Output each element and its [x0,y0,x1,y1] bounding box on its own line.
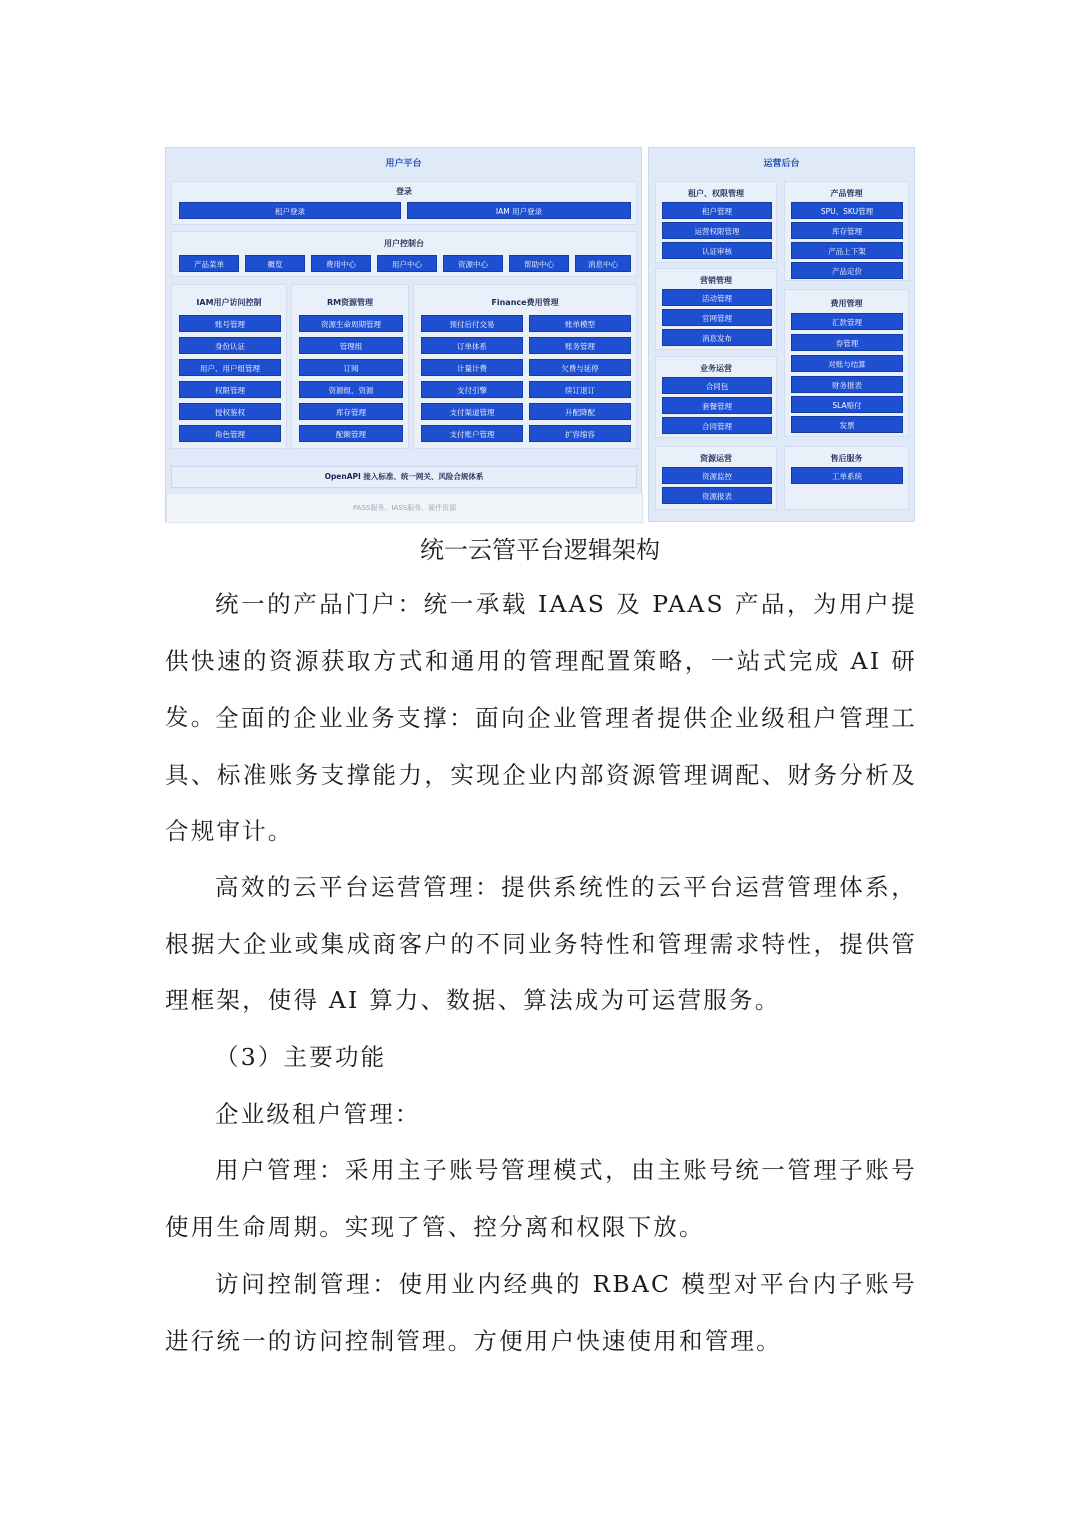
ops-backend-panel [648,147,915,522]
console-chip: 费用中心 [311,255,371,272]
finance-box [413,284,637,449]
finance-chip: 预付后付交易 [421,315,523,332]
product-chip: 库存管理 [791,222,903,239]
paas-bar: PASS服务、IASS服务、硬件资源 [166,493,643,523]
iam-chip: 身份认证 [179,337,281,354]
paragraph: 用户管理：采用主子账号管理模式，由主账号统一管理子账号使用生命周期。实现了管、控分离和权限下放。 [165,1156,917,1241]
fee-chip: 发票 [791,416,903,433]
business-chip: 合同管理 [662,417,772,434]
iam-chip: 账号管理 [179,315,281,332]
business-ops-box [655,356,777,438]
marketing-chip: 活动管理 [662,289,772,306]
tenant-login-chip: 租户登录 [179,202,401,219]
console-chip: 产品菜单 [179,255,239,272]
paragraph: 统一的产品门户：统一承载 IAAS 及 PAAS 产品，为用户提供快速的资源获取方式和通用的管理配置策略，一站式完成 AI 研发。 [165,590,917,731]
marketing-title: 营销管理 [700,276,732,285]
aftersale-chip: 工单系统 [791,467,903,484]
tenant-chip: 租户管理 [662,202,772,219]
tenant-mgmt-title: 租户、权限管理 [688,189,744,198]
finance-chip: 账务管理 [529,337,631,354]
iam-chip: 角色管理 [179,425,281,442]
rm-chip: 资源组、资源 [299,381,403,398]
finance-chip: 升配降配 [529,403,631,420]
console-box [171,231,637,277]
fee-chip: 券管理 [791,334,903,351]
marketing-box [655,268,777,350]
paragraph: 访问控制管理：使用业内经典的 RBAC 模型对平台内子账号进行统一的访问控制管理。方便用户快速使用和管理。 [165,1270,917,1355]
finance-chip: 账单模型 [529,315,631,332]
console-chip: 用户中心 [377,255,437,272]
rm-chip: 配额管理 [299,425,403,442]
iam-title: IAM用户访问控制 [196,298,262,307]
finance-chip: 扩容缩容 [529,425,631,442]
console-chip: 概览 [245,255,305,272]
marketing-chip: 消息发布 [662,329,772,346]
iam-chip: 权限管理 [179,381,281,398]
rm-chip: 资源生命周期管理 [299,315,403,332]
console-chip: 资源中心 [443,255,503,272]
tenant-chip: 运营权限管理 [662,222,772,239]
rm-chip: 订阅 [299,359,403,376]
marketing-chip: 官网管理 [662,309,772,326]
login-box [171,181,637,225]
rm-title: RM资源管理 [326,298,374,307]
finance-chip: 订单体系 [421,337,523,354]
iam-chip: 授权鉴权 [179,403,281,420]
product-chip: 产品上下架 [791,242,903,259]
product-mgmt-box [784,181,909,281]
architecture-diagram [165,147,915,522]
console-chip: 帮助中心 [509,255,569,272]
aftersale-title: 售后服务 [830,454,863,463]
resource-chip: 资源监控 [662,467,772,484]
fee-chip: 汇款管理 [791,313,903,330]
console-title: 用户控制台 [384,239,424,248]
rm-box [291,284,409,449]
fee-mgmt-box [784,289,909,437]
finance-title: Finance费用管理 [491,298,559,307]
login-title: 登录 [396,187,412,196]
fee-chip: SLA赔付 [791,396,903,413]
finance-chip: 支付引擎 [421,381,523,398]
finance-chip: 欠费与延停 [529,359,631,376]
openapi-bar: OpenAPI 接入标准、统一网关、风险合规体系 [171,466,637,488]
iam-login-chip: IAM 用户登录 [407,202,631,219]
product-mgmt-title: 产品管理 [830,189,863,198]
finance-chip: 支付渠道管理 [421,403,523,420]
iam-chip: 用户、用户组管理 [179,359,281,376]
ops-backend-title: 运营后台 [763,159,800,169]
tenant-chip: 认证审核 [662,242,772,259]
rm-chip: 库存管理 [299,403,403,420]
iam-box [171,284,287,449]
resource-chip: 资源报表 [662,487,772,504]
console-chip: 消息中心 [575,255,631,272]
user-platform-panel [165,147,642,522]
finance-chip: 续订退订 [529,381,631,398]
user-platform-title: 用户平台 [385,159,422,169]
rm-chip: 管理组 [299,337,403,354]
finance-chip: 支付账户管理 [421,425,523,442]
tenant-mgmt-box [655,181,777,263]
subheading: 企业级租户管理： [215,1100,421,1128]
finance-chip: 计量计费 [421,359,523,376]
paragraph: 全面的企业业务支撑：面向企业管理者提供企业级租户管理工具、标准账务支撑能力，实现企业内部资源管理调配、财务分析及合规审计。 [165,704,917,845]
business-ops-title: 业务运营 [700,364,732,373]
resource-ops-box [655,446,777,510]
paragraph: 高效的云平台运营管理：提供系统性的云平台运营管理体系，根据大企业或集成商客户的不同业务特性和管理需求特性，提供管理框架，使得 AI 算力、数据、算法成为可运营服务。 [165,873,917,1014]
business-chip: 套餐管理 [662,397,772,414]
fee-mgmt-title: 费用管理 [830,299,863,308]
business-chip: 合同包 [662,377,772,394]
aftersale-box [784,446,909,510]
product-chip: SPU、SKU管理 [791,202,903,219]
figure-caption: 统一云管平台逻辑架构 [420,536,660,564]
product-chip: 产品定价 [791,262,903,279]
fee-chip: 对账与结算 [791,355,903,372]
fee-chip: 财务报表 [791,376,903,393]
section-heading: （3）主要功能 [215,1043,387,1071]
resource-ops-title: 资源运营 [700,454,732,463]
